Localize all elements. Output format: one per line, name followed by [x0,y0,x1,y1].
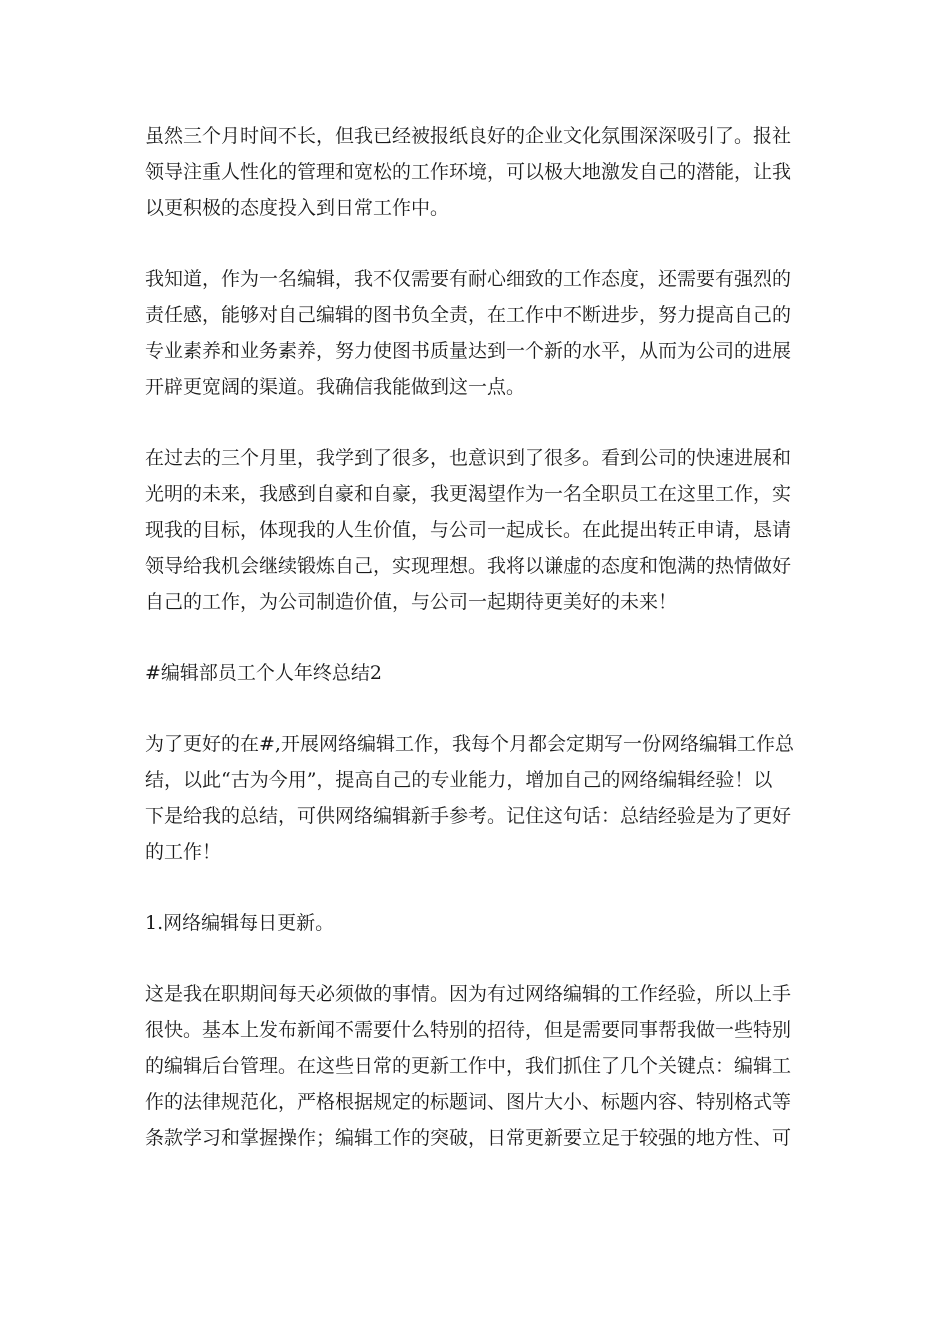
text-line: 光明的未来，我感到自豪和自豪，我更渴望作为一名全职员工在这里工作，实 [145,483,792,505]
text-line: 责任感，能够对自己编辑的图书负全责，在工作中不断进步，努力提高自己的 [145,304,792,326]
section-title: #编辑部员工个人年终总结2 [145,662,383,684]
text-line: 下是给我的总结，可供网络编辑新手参考。记住这句话：总结经验是为了更好 [145,805,792,827]
text-line: 领导注重人性化的管理和宽松的工作环境，可以极大地激发自己的潜能，让我 [145,161,792,183]
list-item-title: 1.网络编辑每日更新。 [145,912,335,934]
text-line: 这是我在职期间每天必须做的事情。因为有过网络编辑的工作经验，所以上手 [145,983,792,1005]
text-line: 为了更好的在#,开展网络编辑工作，我每个月都会定期写一份网络编辑工作总 [145,733,794,755]
text-line: 自己的工作，为公司制造价值，与公司一起期待更美好的未来！ [145,591,678,613]
text-line: 领导给我机会继续锻炼自己，实现理想。我将以谦虚的态度和饱满的热情做好 [145,555,792,577]
text-line: 的编辑后台管理。在这些日常的更新工作中，我们抓住了几个关键点：编辑工 [145,1055,792,1077]
paragraph-intro [145,118,805,226]
text-line: 我知道，作为一名编辑，我不仅需要有耐心细致的工作态度，还需要有强烈的 [145,268,792,290]
text-line: 作的法律规范化，严格根据规定的标题词、图片大小、标题内容、特别格式等 [145,1091,792,1113]
text-line: 专业素养和业务素养，努力使图书质量达到一个新的水平，从而为公司的进展 [145,340,792,362]
document-body [145,118,805,1191]
paragraph-application [145,440,805,620]
text-line: 虽然三个月时间不长，但我已经被报纸良好的企业文化氛围深深吸引了。报社 [145,125,792,147]
text-line: 很快。基本上发布新闻不需要什么特别的招待，但是需要同事帮我做一些特别 [145,1019,792,1041]
text-line: 的工作！ [145,841,222,863]
text-line: 在过去的三个月里，我学到了很多，也意识到了很多。看到公司的快速进展和 [145,447,792,469]
paragraph-summary-intro [145,726,805,870]
text-line: 开辟更宽阔的渠道。我确信我能做到这一点。 [145,376,526,398]
paragraph-daily-update [145,976,805,1156]
text-line: 现我的目标，体现我的人生价值，与公司一起成长。在此提出转正申请，恳请 [145,519,792,541]
text-line: 条款学习和掌握操作；编辑工作的突破，日常更新要立足于较强的地方性、可 [145,1127,792,1149]
list-heading [145,905,805,941]
section-heading [145,655,805,691]
paragraph-responsibility [145,261,805,405]
text-line: 以更积极的态度投入到日常工作中。 [145,197,450,219]
text-line: 结，以此“古为今用”，提高自己的专业能力，增加自己的网络编辑经验！以 [145,769,773,791]
